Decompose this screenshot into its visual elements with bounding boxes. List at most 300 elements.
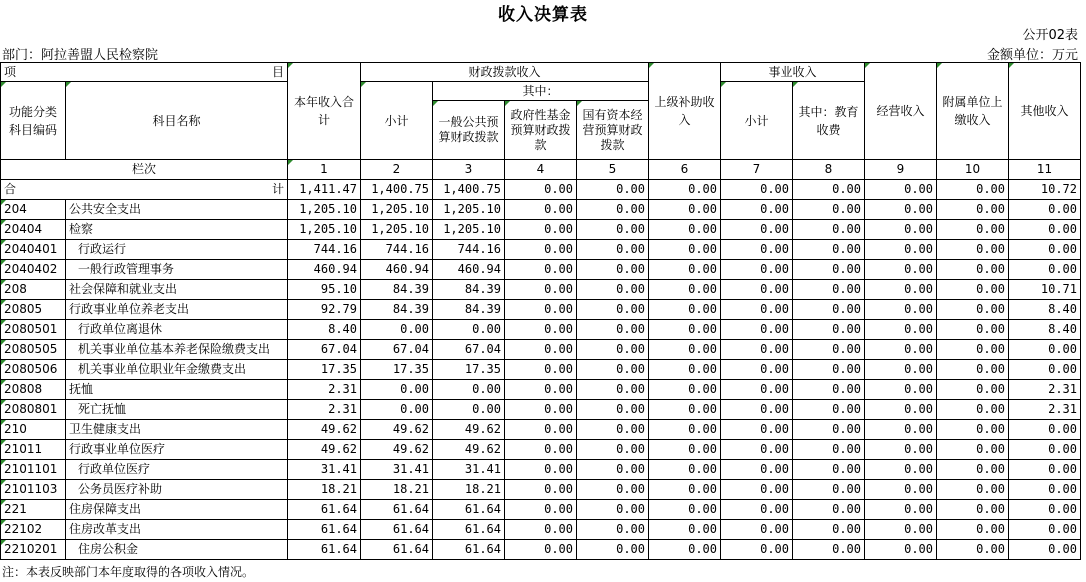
amount-cell: 0.00: [721, 500, 793, 520]
total-cell: 0.00: [865, 180, 937, 200]
function-code-cell: 208: [1, 280, 66, 300]
amount-cell: 0.00: [577, 360, 649, 380]
total-label-left: 合: [4, 182, 17, 196]
header-func-code: 功能分类科目编码: [1, 82, 66, 160]
amount-cell: 61.64: [433, 540, 505, 560]
subject-name-cell: 机关事业单位基本养老保险缴费支出: [66, 340, 288, 360]
subject-name-cell: 住房保障支出: [66, 500, 288, 520]
amount-cell: 0.00: [649, 260, 721, 280]
header-of-which: 其中：: [433, 82, 649, 101]
amount-cell: 0.00: [649, 340, 721, 360]
amount-cell: 0.00: [793, 400, 865, 420]
table-row: [1, 400, 1081, 420]
amount-cell: 0.00: [865, 200, 937, 220]
header-operating: 经营收入: [865, 63, 937, 160]
amount-cell: 2.31: [288, 400, 361, 420]
amount-cell: 0.00: [721, 260, 793, 280]
amount-cell: 0.00: [361, 400, 433, 420]
amount-cell: 0.00: [649, 240, 721, 260]
amount-cell: 460.94: [433, 260, 505, 280]
income-table: [0, 62, 1081, 560]
total-cell: 0.00: [505, 180, 577, 200]
amount-cell: 0.00: [793, 240, 865, 260]
amount-cell: 0.00: [577, 280, 649, 300]
amount-cell: 0.00: [793, 540, 865, 560]
header-state-capital: 国有资本经营预算财政拨款: [577, 101, 649, 160]
total-label-right: 计: [271, 182, 284, 196]
amount-cell: 0.00: [361, 320, 433, 340]
amount-cell: 0.00: [793, 200, 865, 220]
amount-cell: 49.62: [433, 440, 505, 460]
amount-cell: 0.00: [937, 400, 1009, 420]
amount-cell: 18.21: [361, 480, 433, 500]
total-cell: 0.00: [577, 180, 649, 200]
function-code-cell: 20808: [1, 380, 66, 400]
amount-cell: 0.00: [1009, 340, 1081, 360]
amount-cell: 61.64: [361, 520, 433, 540]
amount-cell: 0.00: [865, 400, 937, 420]
header-mu: 目: [271, 65, 284, 79]
header-general-budget: 一般公共预算财政拨款: [433, 101, 505, 160]
amount-cell: 1,205.10: [288, 200, 361, 220]
amount-cell: 49.62: [361, 420, 433, 440]
total-cell: 1,400.75: [433, 180, 505, 200]
footer-note: 注：本表反映部门本年度取得的各项收入情况。: [2, 565, 255, 579]
header-total: 本年收入合计: [288, 63, 361, 160]
amount-cell: 0.00: [1009, 360, 1081, 380]
subject-name-cell: 抚恤: [66, 380, 288, 400]
amount-cell: 0.00: [1009, 420, 1081, 440]
amount-cell: 0.00: [577, 200, 649, 220]
amount-cell: 0.00: [577, 300, 649, 320]
amount-cell: 0.00: [793, 380, 865, 400]
amount-cell: 0.00: [793, 300, 865, 320]
amount-cell: 0.00: [865, 440, 937, 460]
amount-cell: 84.39: [433, 280, 505, 300]
amount-cell: 0.00: [505, 500, 577, 520]
amount-cell: 0.00: [649, 500, 721, 520]
amount-cell: 0.00: [793, 320, 865, 340]
department-label: 部门：阿拉善盟人民检察院: [2, 48, 159, 63]
amount-cell: 0.00: [505, 200, 577, 220]
amount-cell: 0.00: [865, 300, 937, 320]
amount-cell: 0.00: [937, 200, 1009, 220]
amount-cell: 1,205.10: [361, 200, 433, 220]
amount-cell: 0.00: [1009, 200, 1081, 220]
amount-cell: 0.00: [865, 240, 937, 260]
amount-cell: 0.00: [505, 360, 577, 380]
table-row: [1, 200, 1081, 220]
amount-cell: 0.00: [937, 340, 1009, 360]
column-number: 4: [505, 160, 577, 180]
amount-cell: 49.62: [361, 440, 433, 460]
function-code-cell: 2080505: [1, 340, 66, 360]
amount-cell: 0.00: [721, 220, 793, 240]
table-row: [1, 280, 1081, 300]
amount-cell: 0.00: [577, 420, 649, 440]
amount-cell: 0.00: [505, 460, 577, 480]
amount-cell: 0.00: [577, 320, 649, 340]
amount-cell: 2.31: [1009, 380, 1081, 400]
amount-cell: 0.00: [721, 240, 793, 260]
amount-cell: 0.00: [361, 380, 433, 400]
amount-cell: 0.00: [937, 240, 1009, 260]
table-row: [1, 420, 1081, 440]
amount-cell: 61.64: [288, 540, 361, 560]
amount-cell: 0.00: [937, 220, 1009, 240]
amount-cell: 0.00: [865, 340, 937, 360]
function-code-cell: 2080801: [1, 400, 66, 420]
amount-cell: 0.00: [577, 500, 649, 520]
amount-cell: 0.00: [505, 400, 577, 420]
amount-cell: 0.00: [793, 440, 865, 460]
amount-cell: 0.00: [649, 440, 721, 460]
amount-cell: 0.00: [937, 360, 1009, 380]
amount-cell: 0.00: [577, 220, 649, 240]
amount-cell: 17.35: [433, 360, 505, 380]
function-code-cell: 210: [1, 420, 66, 440]
amount-cell: 0.00: [505, 300, 577, 320]
amount-cell: 61.64: [433, 500, 505, 520]
amount-cell: 0.00: [793, 480, 865, 500]
amount-cell: 0.00: [1009, 540, 1081, 560]
header-subject-name: 科目名称: [66, 82, 288, 160]
amount-cell: 0.00: [937, 420, 1009, 440]
function-code-cell: 2210201: [1, 540, 66, 560]
header-fiscal-subtotal: 小计: [361, 82, 433, 160]
amount-cell: 0.00: [505, 440, 577, 460]
table-row: [1, 320, 1081, 340]
amount-cell: 0.00: [937, 260, 1009, 280]
total-cell: 0.00: [937, 180, 1009, 200]
amount-unit-label: 金额单位：万元: [986, 48, 1078, 63]
amount-cell: 0.00: [577, 440, 649, 460]
amount-cell: 0.00: [793, 280, 865, 300]
function-code-cell: 2040401: [1, 240, 66, 260]
header-fiscal-group: 财政拨款收入: [361, 63, 649, 82]
total-cell: 0.00: [649, 180, 721, 200]
amount-cell: 0.00: [721, 460, 793, 480]
amount-cell: 67.04: [361, 340, 433, 360]
amount-cell: 0.00: [865, 460, 937, 480]
function-code-cell: 2101103: [1, 480, 66, 500]
amount-cell: 0.00: [577, 340, 649, 360]
amount-cell: 0.00: [649, 280, 721, 300]
subject-name-cell: 住房改革支出: [66, 520, 288, 540]
amount-cell: 31.41: [433, 460, 505, 480]
column-number: 11: [1009, 160, 1081, 180]
amount-cell: 0.00: [649, 360, 721, 380]
column-number: 6: [649, 160, 721, 180]
amount-cell: 0.00: [937, 380, 1009, 400]
amount-cell: 61.64: [361, 500, 433, 520]
amount-cell: 0.00: [793, 220, 865, 240]
subject-name-cell: 行政事业单位养老支出: [66, 300, 288, 320]
amount-cell: 18.21: [288, 480, 361, 500]
amount-cell: 744.16: [288, 240, 361, 260]
amount-cell: 0.00: [649, 480, 721, 500]
table-row: [1, 260, 1081, 280]
amount-cell: 95.10: [288, 280, 361, 300]
amount-cell: 8.40: [288, 320, 361, 340]
table-row: [1, 520, 1081, 540]
subject-name-cell: 检察: [66, 220, 288, 240]
column-number: 3: [433, 160, 505, 180]
header-xiang: 项: [4, 65, 17, 79]
amount-cell: 0.00: [505, 320, 577, 340]
amount-cell: 0.00: [505, 280, 577, 300]
amount-cell: 0.00: [937, 440, 1009, 460]
amount-cell: 1,205.10: [288, 220, 361, 240]
amount-cell: 8.40: [1009, 320, 1081, 340]
amount-cell: 0.00: [721, 400, 793, 420]
amount-cell: 0.00: [865, 480, 937, 500]
amount-cell: 0.00: [649, 200, 721, 220]
function-code-cell: 20404: [1, 220, 66, 240]
column-number: 5: [577, 160, 649, 180]
amount-cell: 0.00: [577, 520, 649, 540]
table-row: [1, 460, 1081, 480]
amount-cell: 0.00: [433, 400, 505, 420]
function-code-cell: 22102: [1, 520, 66, 540]
amount-cell: 84.39: [361, 280, 433, 300]
amount-cell: 1,205.10: [433, 220, 505, 240]
amount-cell: 0.00: [865, 220, 937, 240]
amount-cell: 1,205.10: [433, 200, 505, 220]
amount-cell: 0.00: [649, 520, 721, 540]
amount-cell: 49.62: [288, 440, 361, 460]
header-education-fee: 其中：教育收费: [793, 82, 865, 160]
table-row: [1, 240, 1081, 260]
amount-cell: 0.00: [649, 400, 721, 420]
subject-name-cell: 社会保障和就业支出: [66, 280, 288, 300]
function-code-cell: 2080506: [1, 360, 66, 380]
amount-cell: 0.00: [577, 380, 649, 400]
amount-cell: 31.41: [361, 460, 433, 480]
subject-name-cell: 公共安全支出: [66, 200, 288, 220]
function-code-cell: 2040402: [1, 260, 66, 280]
amount-cell: 0.00: [505, 480, 577, 500]
amount-cell: 0.00: [505, 240, 577, 260]
table-row: [1, 540, 1081, 560]
amount-cell: 0.00: [937, 520, 1009, 540]
amount-cell: 0.00: [721, 380, 793, 400]
amount-cell: 0.00: [577, 240, 649, 260]
amount-cell: 0.00: [577, 400, 649, 420]
amount-cell: 0.00: [937, 480, 1009, 500]
amount-cell: 0.00: [793, 360, 865, 380]
amount-cell: 8.40: [1009, 300, 1081, 320]
amount-cell: 0.00: [1009, 460, 1081, 480]
amount-cell: 31.41: [288, 460, 361, 480]
amount-cell: 0.00: [865, 540, 937, 560]
subject-name-cell: 行政运行: [66, 240, 288, 260]
amount-cell: 0.00: [721, 520, 793, 540]
subject-name-cell: 行政事业单位医疗: [66, 440, 288, 460]
table-row: [1, 440, 1081, 460]
amount-cell: 0.00: [721, 360, 793, 380]
amount-cell: 0.00: [793, 500, 865, 520]
page-title: 收入决算表: [498, 5, 588, 25]
amount-cell: 460.94: [361, 260, 433, 280]
amount-cell: 49.62: [288, 420, 361, 440]
header-gov-fund: 政府性基金预算财政拨款: [505, 101, 577, 160]
amount-cell: 0.00: [505, 220, 577, 240]
column-number: 8: [793, 160, 865, 180]
amount-cell: 0.00: [577, 480, 649, 500]
amount-cell: 460.94: [288, 260, 361, 280]
total-cell: 0.00: [793, 180, 865, 200]
amount-cell: 0.00: [505, 380, 577, 400]
amount-cell: 0.00: [1009, 440, 1081, 460]
amount-cell: 0.00: [937, 500, 1009, 520]
amount-cell: 0.00: [937, 460, 1009, 480]
amount-cell: 0.00: [937, 280, 1009, 300]
amount-cell: 0.00: [1009, 240, 1081, 260]
header-xiang-mu: [1, 63, 288, 82]
amount-cell: 0.00: [721, 540, 793, 560]
amount-cell: 0.00: [721, 320, 793, 340]
amount-cell: 0.00: [1009, 220, 1081, 240]
amount-cell: 0.00: [793, 260, 865, 280]
table-row: [1, 360, 1081, 380]
total-cell: 10.72: [1009, 180, 1081, 200]
amount-cell: 744.16: [361, 240, 433, 260]
amount-cell: 84.39: [433, 300, 505, 320]
amount-cell: 0.00: [505, 420, 577, 440]
subject-name-cell: 住房公积金: [66, 540, 288, 560]
subject-name-cell: 行政单位医疗: [66, 460, 288, 480]
amount-cell: 84.39: [361, 300, 433, 320]
amount-cell: 67.04: [288, 340, 361, 360]
table-row: [1, 480, 1081, 500]
amount-cell: 61.64: [361, 540, 433, 560]
total-cell: 0.00: [721, 180, 793, 200]
total-cell: 1,411.47: [288, 180, 361, 200]
amount-cell: 0.00: [505, 260, 577, 280]
subject-name-cell: 一般行政管理事务: [66, 260, 288, 280]
amount-cell: 0.00: [721, 420, 793, 440]
amount-cell: 0.00: [649, 420, 721, 440]
table-row: [1, 340, 1081, 360]
amount-cell: 0.00: [721, 200, 793, 220]
amount-cell: 0.00: [505, 540, 577, 560]
amount-cell: 61.64: [288, 500, 361, 520]
amount-cell: 0.00: [577, 460, 649, 480]
amount-cell: 0.00: [793, 420, 865, 440]
total-cell: 1,400.75: [361, 180, 433, 200]
amount-cell: 0.00: [793, 520, 865, 540]
amount-cell: 2.31: [288, 380, 361, 400]
amount-cell: 0.00: [505, 340, 577, 360]
amount-cell: 0.00: [865, 380, 937, 400]
function-code-cell: 204: [1, 200, 66, 220]
function-code-cell: 20805: [1, 300, 66, 320]
header-business-subtotal: 小计: [721, 82, 793, 160]
header-other: 其他收入: [1009, 63, 1081, 160]
table-row: [1, 380, 1081, 400]
function-code-cell: 21011: [1, 440, 66, 460]
amount-cell: 92.79: [288, 300, 361, 320]
amount-cell: 0.00: [793, 460, 865, 480]
amount-cell: 0.00: [1009, 500, 1081, 520]
subject-name-cell: 卫生健康支出: [66, 420, 288, 440]
amount-cell: 0.00: [577, 260, 649, 280]
amount-cell: 0.00: [433, 320, 505, 340]
amount-cell: 744.16: [433, 240, 505, 260]
amount-cell: 18.21: [433, 480, 505, 500]
total-label: [1, 180, 288, 200]
amount-cell: 0.00: [649, 220, 721, 240]
function-code-cell: 2080501: [1, 320, 66, 340]
amount-cell: 0.00: [649, 540, 721, 560]
header-superior-subsidy: 上级补助收入: [649, 63, 721, 160]
amount-cell: 0.00: [865, 280, 937, 300]
amount-cell: 0.00: [793, 340, 865, 360]
amount-cell: 0.00: [1009, 520, 1081, 540]
table-row: [1, 300, 1081, 320]
amount-cell: 17.35: [361, 360, 433, 380]
amount-cell: 67.04: [433, 340, 505, 360]
subject-name-cell: 行政单位离退休: [66, 320, 288, 340]
column-number: 10: [937, 160, 1009, 180]
amount-cell: 0.00: [577, 540, 649, 560]
column-number: 7: [721, 160, 793, 180]
amount-cell: 0.00: [721, 340, 793, 360]
amount-cell: 0.00: [865, 420, 937, 440]
amount-cell: 0.00: [433, 380, 505, 400]
amount-cell: 49.62: [433, 420, 505, 440]
lanci-label: 栏次: [1, 160, 288, 180]
amount-cell: 0.00: [505, 520, 577, 540]
table-row: [1, 500, 1081, 520]
table-row: [1, 220, 1081, 240]
amount-cell: 0.00: [649, 320, 721, 340]
amount-cell: 61.64: [433, 520, 505, 540]
amount-cell: 61.64: [288, 520, 361, 540]
amount-cell: 0.00: [937, 300, 1009, 320]
header-affiliated: 附属单位上缴收入: [937, 63, 1009, 160]
amount-cell: 0.00: [865, 360, 937, 380]
amount-cell: 0.00: [721, 440, 793, 460]
amount-cell: 0.00: [721, 300, 793, 320]
amount-cell: 0.00: [865, 500, 937, 520]
amount-cell: 10.71: [1009, 280, 1081, 300]
amount-cell: 2.31: [1009, 400, 1081, 420]
amount-cell: 0.00: [649, 380, 721, 400]
function-code-cell: 2101101: [1, 460, 66, 480]
column-number: 2: [361, 160, 433, 180]
function-code-cell: 221: [1, 500, 66, 520]
amount-cell: 0.00: [865, 320, 937, 340]
amount-cell: 17.35: [288, 360, 361, 380]
amount-cell: 0.00: [721, 280, 793, 300]
column-number: 9: [865, 160, 937, 180]
total-row: [1, 180, 1081, 200]
amount-cell: 0.00: [937, 540, 1009, 560]
form-number: 公开02表: [1022, 28, 1078, 43]
amount-cell: 0.00: [865, 520, 937, 540]
subject-name-cell: 死亡抚恤: [66, 400, 288, 420]
amount-cell: 1,205.10: [361, 220, 433, 240]
amount-cell: 0.00: [649, 300, 721, 320]
amount-cell: 0.00: [1009, 260, 1081, 280]
amount-cell: 0.00: [649, 460, 721, 480]
amount-cell: 0.00: [721, 480, 793, 500]
amount-cell: 0.00: [865, 260, 937, 280]
amount-cell: 0.00: [1009, 480, 1081, 500]
column-number: 1: [288, 160, 361, 180]
